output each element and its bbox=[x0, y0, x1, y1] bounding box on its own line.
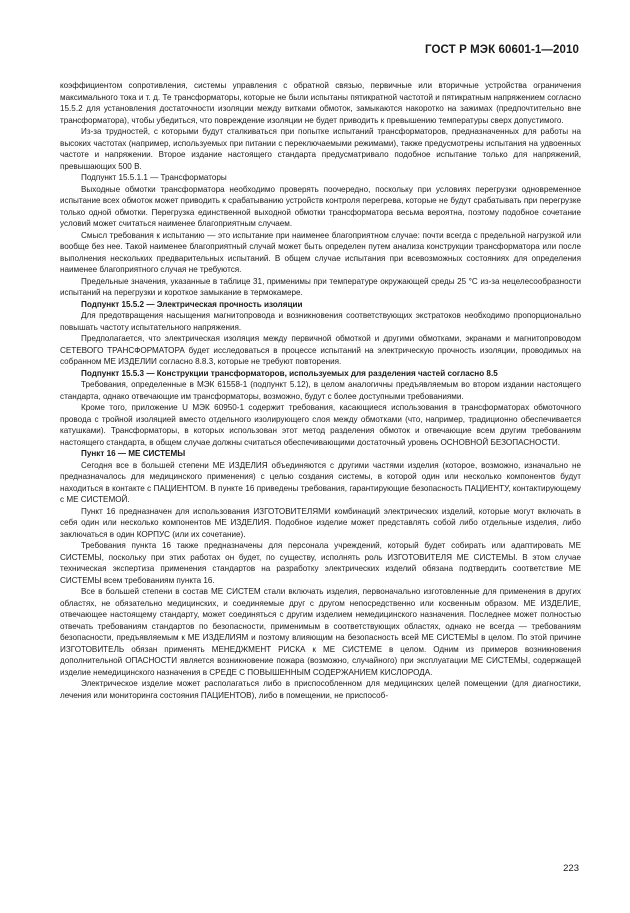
paragraph: Предельные значения, указанные в таблице 31, применимы при температуре окружающей среды 25 °С из-за нецелесообразности испытаний на перегрузки и короткое замыкание в термокамере. bbox=[60, 276, 581, 297]
body-text bbox=[60, 80, 581, 701]
paragraph: Требования, определенные в МЭК 61558-1 (подпункт 5.12), в целом аналогичны предъявляемым во втором издании настоящего стандарта, однако отвечающие им трансформаторы, возможно, будут с более доступными требованиями. bbox=[60, 380, 581, 401]
paragraph: Требования пункта 16 также предназначены для персонала учреждений, который будет собирать или адаптировать МЕ СИСТЕМЫ, поскольку при этих работах он будет, по существу, исполнять роль ИЗГОТОВИТЕЛЯ МЕ СИСТЕМЫ. В этом случае техническая экспертиза применения стандартов на разработку электрических изделий обязана подтвердить соответствие МЕ СИСТЕМЫ всем требованиям пункта 16. bbox=[60, 541, 581, 585]
section-heading: Подпункт 15.5.3 — Конструкции трансформаторов, используемых для разделения частей согласно 8.5 bbox=[81, 368, 498, 378]
paragraph: Кроме того, приложение U МЭК 60950-1 содержит требования, касающиеся использования в трансформаторах обмоточного провода с тройной изоляцией вместо отдельного изолирующего слоя между обмотками (что, например, традиционно обеспечивается катушками). Трансформаторы, в которых использован этот метод разделения обмоток и отвечающие всем другим требованиям настоящего стандарта, в общем случае должны считаться обеспечивающими достаточный уровень ОСНОВНОЙ БЕЗОПАСНОСТИ. bbox=[60, 403, 581, 447]
paragraph: Все в большей степени в состав МЕ СИСТЕМ стали включать изделия, первоначально изготовленные для применения в других областях, не обязательно медицинских, и соединяемые друг с другом непосредственно или косвенным образом. МЕ ИЗДЕЛИЕ, отвечающее настоящему стандарту, может соединяться с другим изделием немедицинского назначения. Последнее может полностью отвечать требованиям стандартов по безопасности, применимым в соответствующих областях, однако не всегда — требованиям безопасности, предъявляемым к МЕ ИЗДЕЛИЯМ и поэтому влияющим на безопасность всей МЕ СИСТЕМЫ в целом. По этой причине ИЗГОТОВИТЕЛЬ обязан применять МЕНЕДЖМЕНТ РИСКА к МЕ СИСТЕМЕ в целом. Одним из примеров возникновения дополнительной ОПАСНОСТИ является возникновение пожара (возможно, случайного) при эксплуатации МЕ СИСТЕМЫ, содержащей изделие немедицинского назначения в СРЕДЕ С ПОВЫШЕННЫМ СОДЕРЖАНИЕМ КИСЛОРОДА. bbox=[60, 587, 581, 677]
paragraph: Для предотвращения насыщения магнитопровода и возникновения соответствующих экстратоков необходимо пропорционально повышать частоту испытательного напряжения. bbox=[60, 311, 581, 332]
paragraph: коэффициентом сопротивления, системы управления с обратной связью, первичные или вторичные устройства ограничения максимального тока и т. д. Те трансформаторы, которые не были испытаны пятикратной частотой и пятикратным напряжением согласно 15.5.2 для установления достаточности изоляции между витками обмоток, замыкаются накоротко на зажимах (предпочтительно вне трансформатора), чтобы убедиться, что повреждение изоляции не будет приводить к превышению температуры сверх допустимого. bbox=[60, 81, 581, 125]
section-heading: Пункт 16 — МЕ СИСТЕМЫ bbox=[81, 449, 186, 458]
paragraph: Выходные обмотки трансформатора необходимо проверять поочередно, поскольку при условиях перегрузки одновременное испытание всех обмоток может приводить к срабатыванию устройств контроля перегрева, которые не будут срабатывать при перегрузке только одной обмотки. Перегрузка единственной выходной обмотки трансформатора весьма вероятна, поэтому подобное сочетание условий может считаться наименее благоприятным случаем. bbox=[60, 184, 581, 228]
paragraph: Сегодня все в большей степени МЕ ИЗДЕЛИЯ объединяются с другими частями изделия (которое, возможно, изначально не предназначалось для медицинского применения) с целью создания системы, в которой один или несколько компонентов будут находиться в контакте с ПАЦИЕНТОМ. В пункте 16 приведены требования, гарантирующие безопасность ПАЦИЕНТУ, контактирующему с МЕ СИСТЕМОЙ. bbox=[60, 460, 581, 504]
section-heading: Подпункт 15.5.2 — Электрическая прочность изоляции bbox=[81, 299, 303, 309]
subclause-heading: Подпункт 15.5.1.1 — Трансформаторы bbox=[81, 173, 227, 182]
paragraph: Смысл требования к испытанию — это испытание при наименее благоприятном случае: почти всегда с предельной нагрузкой или вообще без нее. Такой наименее благоприятный случай может быть определен путем анализа конструкции трансформатора или после выполнения нескольких предварительных испытаний. В общем случае испытания при всевозможных состояниях для определения наименее благоприятного случая не требуются. bbox=[60, 230, 581, 274]
page-number: 223 bbox=[563, 863, 579, 874]
paragraph: Предполагается, что электрическая изоляция между первичной обмоткой и другими обмотками, экранами и магнитопроводом СЕТЕВОГО ТРАНСФОРМАТОРА будет исследоваться в процессе испытаний на электрическую прочность изоляции, проводимых на собранном МЕ ИЗДЕЛИИ согласно 8.8.3, которые не требуют повторения. bbox=[60, 334, 581, 366]
paragraph: Из-за трудностей, с которыми будут сталкиваться при попытке испытаний трансформаторов, предназначенных для работы на высоких частотах (например, используемых при питании с переключаемыми режимами), также предусмотрены испытания на удвоенных частоте и напряжении. Второе издание настоящего стандарта предусматривало подобное испытание только для напряжений, превышающих 500 В. bbox=[60, 127, 581, 171]
standard-header: ГОСТ Р МЭК 60601-1—2010 bbox=[425, 44, 579, 56]
paragraph: Электрическое изделие может располагаться либо в приспособленном для медицинских целей помещении (для диагностики, лечения или мониторинга состояния ПАЦИЕНТОВ), либо в помещении, не приспособ- bbox=[60, 679, 581, 700]
paragraph: Пункт 16 предназначен для использования ИЗГОТОВИТЕЛЯМИ комбинаций электрических изделий, которые могут включать в себя один или несколько компонентов МЕ ИЗДЕЛИЯ. Подобное изделие может представлять собой либо отдельные изделия, либо заключаться в один КОРПУС (или их сочетание). bbox=[60, 506, 581, 539]
